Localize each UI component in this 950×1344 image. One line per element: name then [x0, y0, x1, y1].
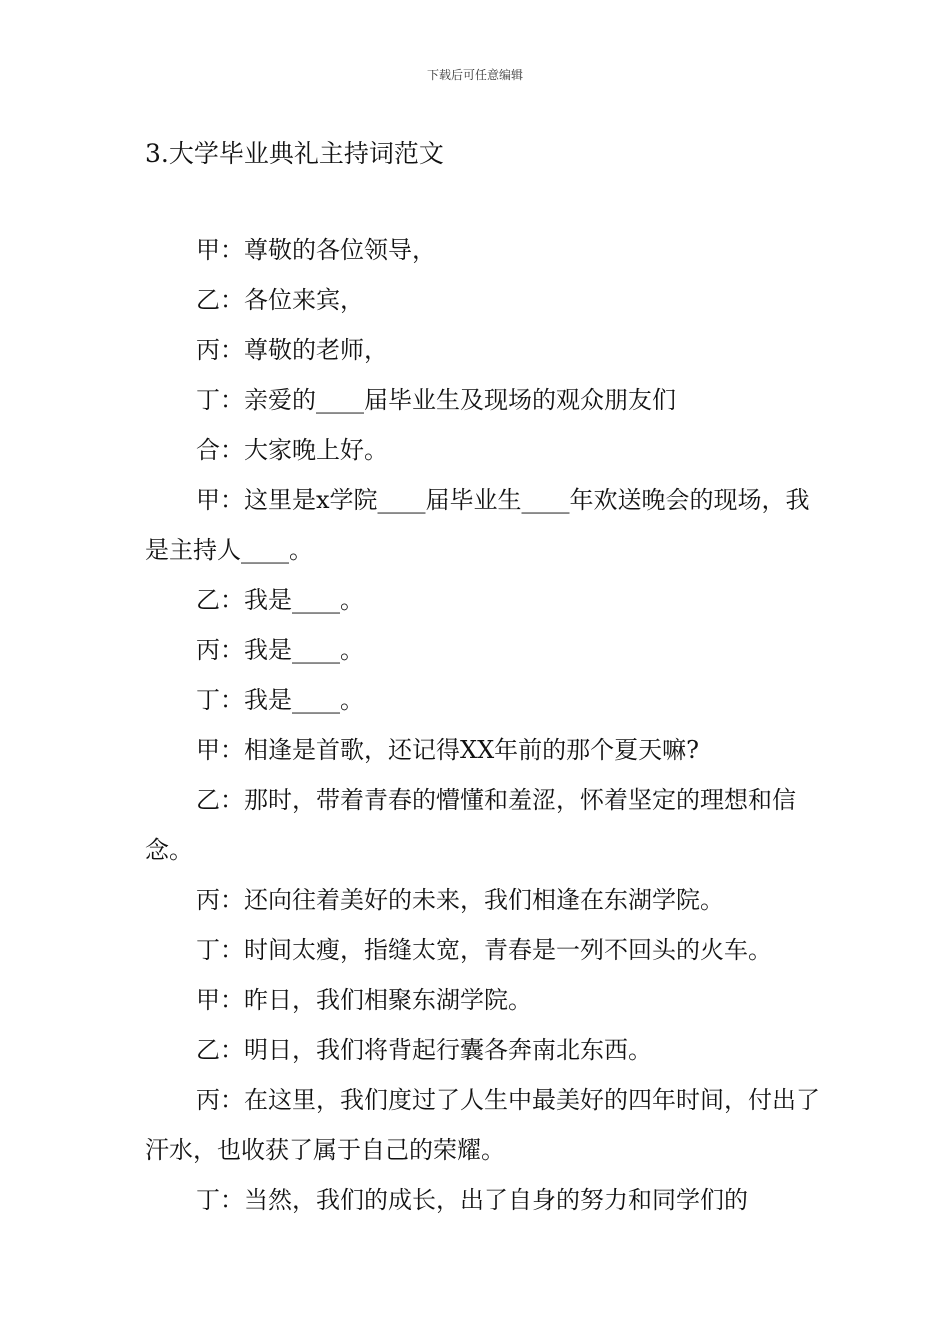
paragraph: 甲：昨日，我们相聚东湖学院。	[196, 986, 532, 1014]
paragraph: 乙：各位来宾，	[196, 286, 364, 314]
document-title: 3.大学毕业典礼主持词范文	[145, 139, 444, 168]
paragraph: 丙：我是____。	[196, 636, 364, 664]
paragraph: 丁：当然，我们的成长，出了自身的努力和同学们的	[196, 1186, 748, 1214]
paragraph: 丙：在这里，我们度过了人生中最美好的四年时间，付出了汗水，也收获了属于自己的荣耀。	[145, 1086, 820, 1164]
paragraph: 丙：还向往着美好的未来，我们相逢在东湖学院。	[196, 886, 724, 914]
paragraph: 乙：那时，带着青春的懵懂和羞涩，怀着坚定的理想和信念。	[145, 786, 796, 864]
paragraph: 甲：这里是x学院____届毕业生____年欢送晚会的现场，我是主持人____。	[145, 486, 810, 564]
paragraph: 丁：我是____。	[196, 686, 364, 714]
paragraph: 丁：亲爱的____届毕业生及现场的观众朋友们	[196, 386, 676, 414]
page-header-note: 下载后可任意编辑	[426, 68, 523, 82]
paragraph: 甲：尊敬的各位领导，	[196, 236, 436, 264]
paragraph: 乙：明日，我们将背起行囊各奔南北东西。	[196, 1036, 652, 1064]
paragraph: 乙：我是____。	[196, 586, 364, 614]
paragraph: 丁：时间太瘦，指缝太宽，青春是一列不回头的火车。	[196, 936, 772, 964]
paragraph: 合：大家晚上好。	[196, 436, 388, 464]
paragraph: 甲：相逢是首歌，还记得XX年前的那个夏天嘛?	[196, 736, 700, 764]
paragraph: 丙：尊敬的老师，	[196, 336, 388, 364]
document-body	[145, 225, 825, 1225]
